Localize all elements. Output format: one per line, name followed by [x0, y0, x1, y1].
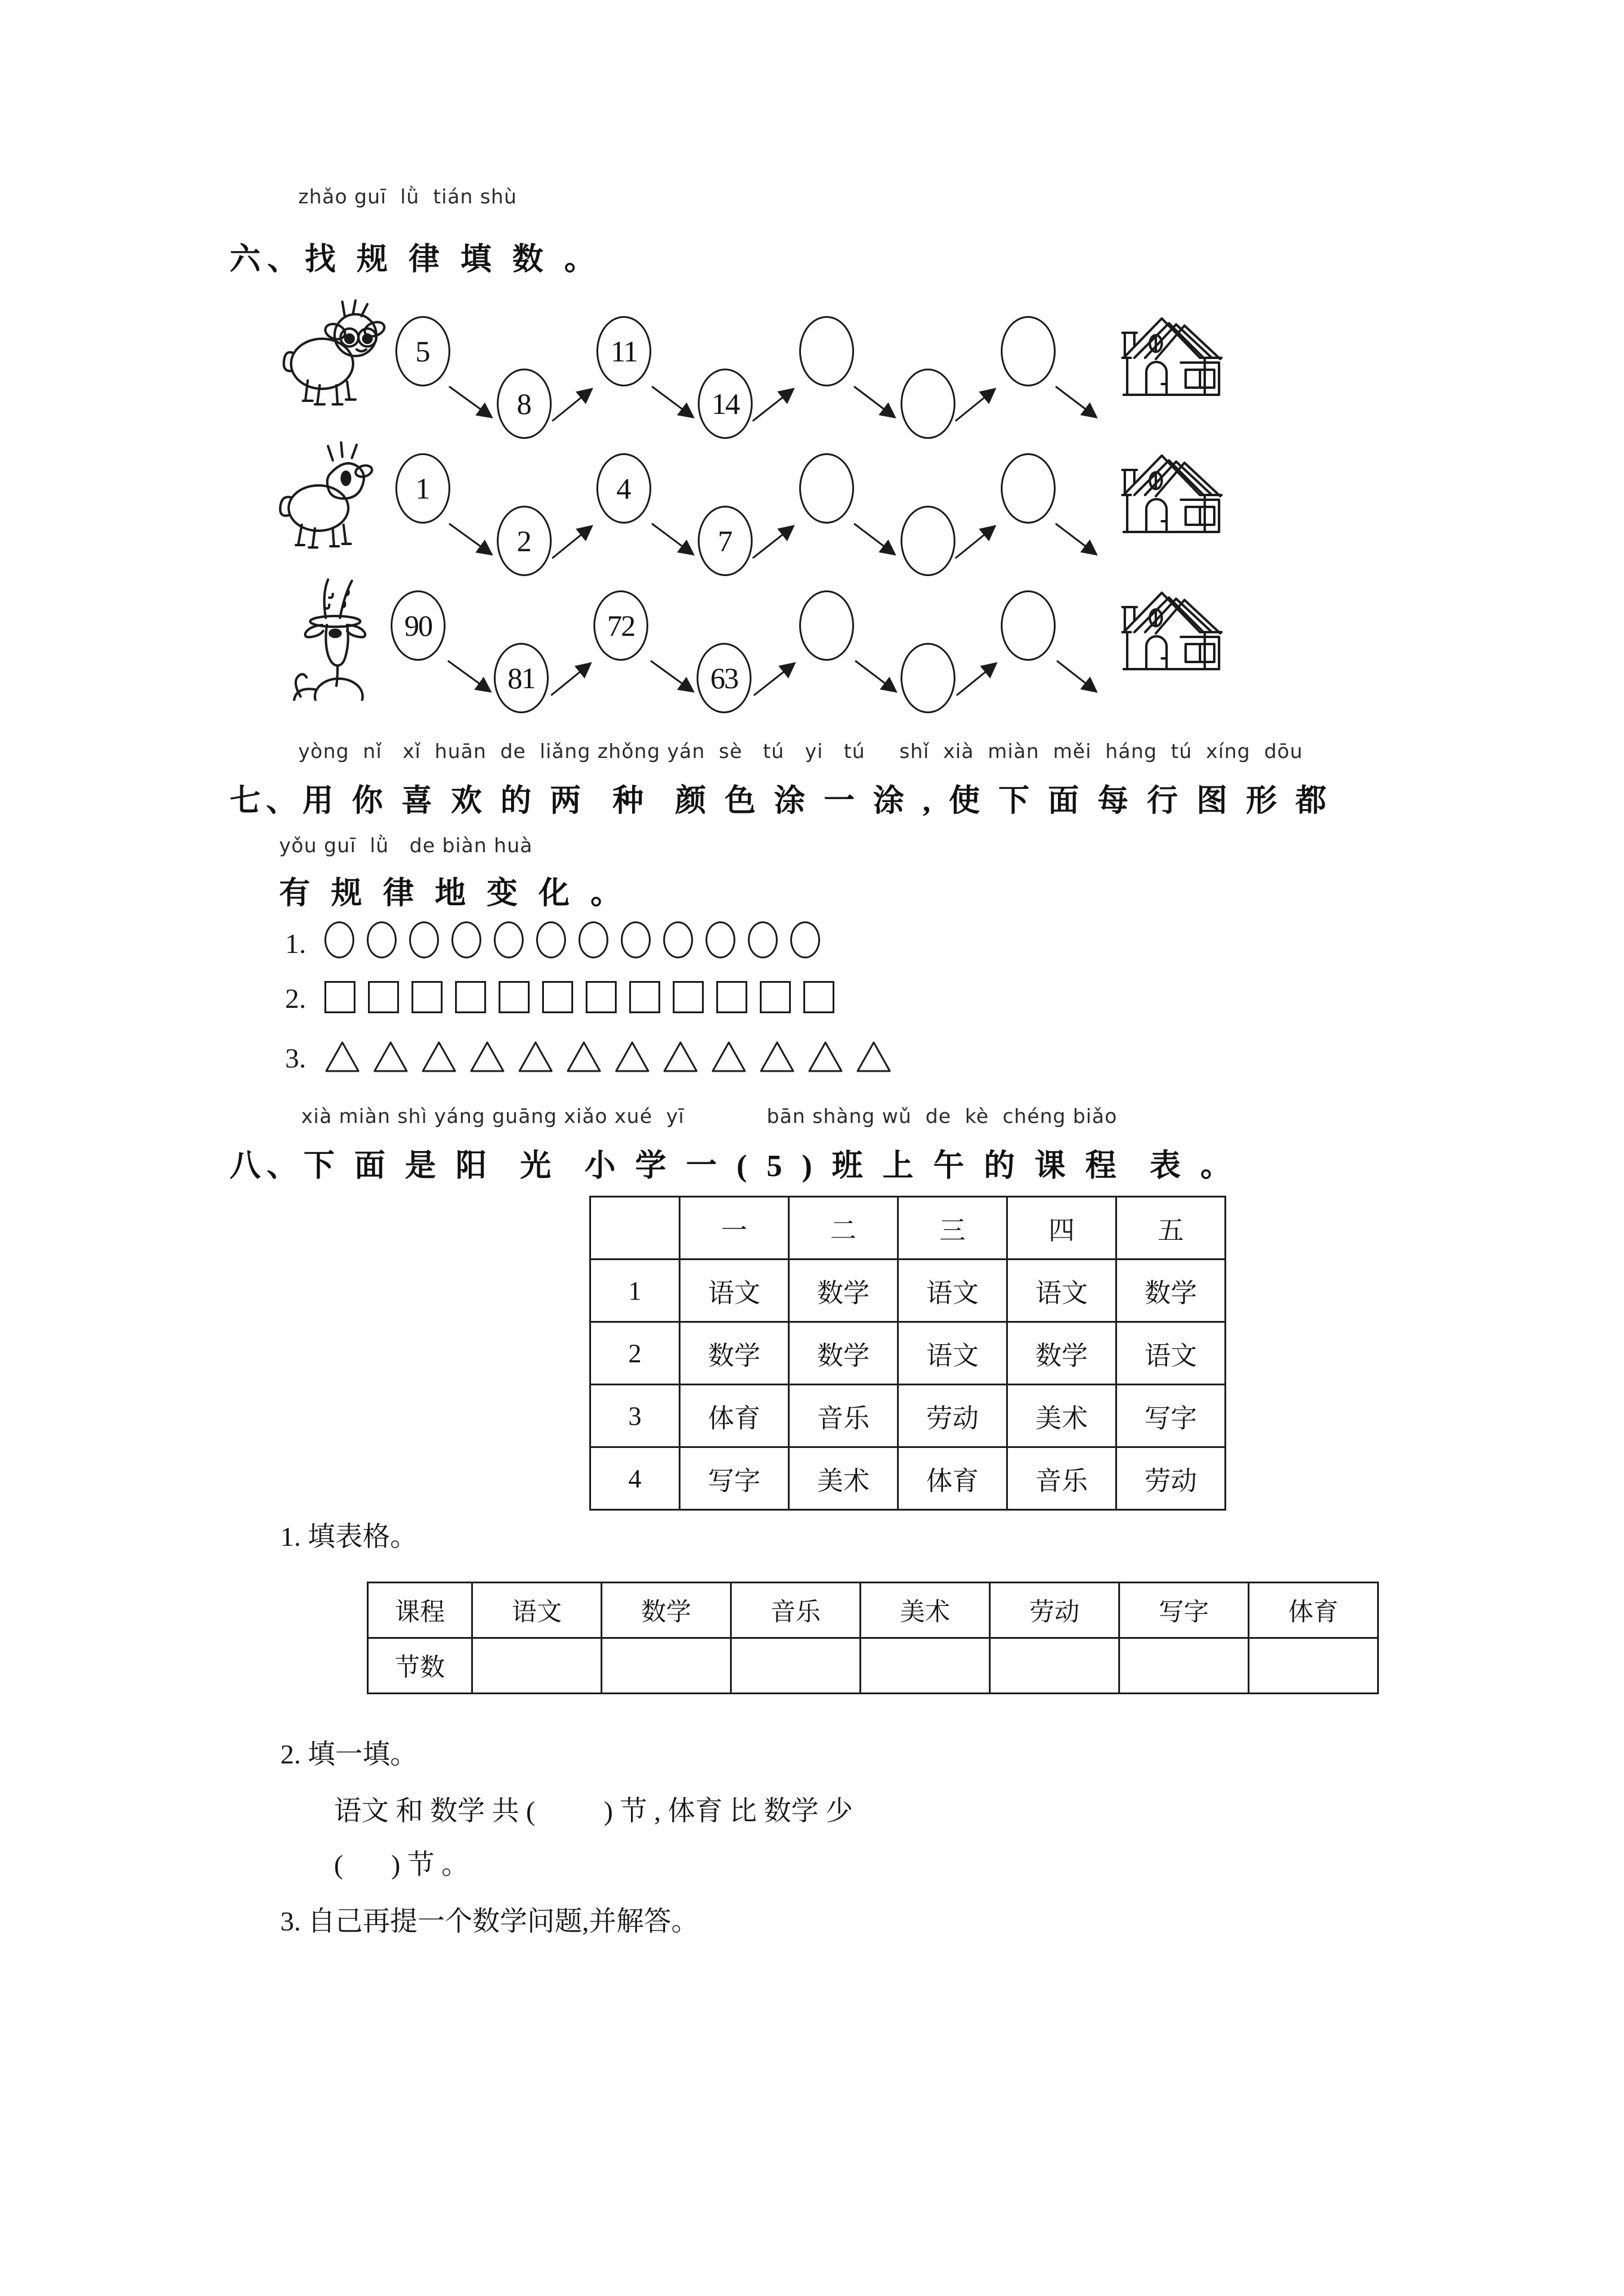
tally-input-cell[interactable] [1119, 1638, 1249, 1694]
tally-subject: 音乐 [731, 1583, 861, 1638]
schedule-cell: 写字 [680, 1447, 789, 1510]
section8-heading: 八、下 面 是 阳 光 小 学 一 ( 5 ) 班 上 午 的 课 程 表 。 [230, 1149, 1238, 1183]
triangle-shape[interactable] [759, 1041, 795, 1073]
square-shape[interactable] [586, 981, 617, 1013]
triangle-shape[interactable] [856, 1041, 892, 1073]
schedule-cell: 音乐 [1007, 1447, 1116, 1510]
schedule-row-index: 4 [590, 1447, 680, 1510]
circle-shape[interactable] [748, 921, 778, 958]
square-shape[interactable] [324, 981, 355, 1013]
schedule-corner-cell [590, 1197, 680, 1260]
schedule-row-index: 3 [590, 1385, 680, 1447]
schedule-cell: 写字 [1116, 1385, 1226, 1447]
circle-shape[interactable] [663, 921, 693, 958]
square-shape[interactable] [368, 981, 399, 1013]
square-shape[interactable] [716, 981, 747, 1013]
chain-arrows [382, 310, 1115, 447]
number-chain-row-1 [0, 298, 1624, 447]
table-row [590, 1385, 1226, 1447]
square-shape[interactable] [542, 981, 573, 1013]
shape-row-number: 2. [285, 983, 307, 1014]
circle-shape[interactable] [536, 921, 566, 958]
triangle-shape[interactable] [566, 1041, 602, 1073]
house-icon [1110, 577, 1230, 688]
chain-node[interactable]: 1 [395, 453, 450, 524]
triangle-shape[interactable] [808, 1041, 843, 1073]
triangle-shape[interactable] [324, 1041, 360, 1073]
schedule-cell: 语文 [898, 1322, 1007, 1385]
schedule-cell: 数学 [680, 1322, 789, 1385]
section7-pinyin-line2: yǒu guī lǜ de biàn huà [279, 834, 533, 857]
chain-node[interactable]: 5 [395, 316, 450, 386]
lamb-icon [276, 439, 389, 552]
number-chain-row-2 [0, 435, 1624, 584]
table-row [368, 1638, 1378, 1694]
square-shape[interactable] [629, 981, 660, 1013]
tally-value-label: 节数 [368, 1638, 472, 1694]
section8-pinyin: xià miàn shì yáng guāng xiǎo xué yī bān shàng wǔ de kè chéng biǎo [301, 1104, 1118, 1128]
chain-node[interactable]: 63 [697, 643, 751, 713]
house-icon [1110, 440, 1230, 550]
schedule-cell: 语文 [1007, 1260, 1116, 1322]
goat-icon [273, 573, 392, 701]
section6-pinyin: zhǎo guī lǜ tián shù [298, 185, 517, 208]
circle-shape[interactable] [409, 921, 439, 958]
schedule-cell: 数学 [1116, 1260, 1226, 1322]
schedule-cell: 数学 [789, 1322, 898, 1385]
schedule-table [589, 1196, 1226, 1511]
question-1-label: 1. 填表格。 [280, 1521, 417, 1552]
tally-input-cell[interactable] [602, 1638, 731, 1694]
schedule-cell: 劳动 [1116, 1447, 1226, 1510]
schedule-row-index: 1 [590, 1260, 680, 1322]
circle-shape[interactable] [367, 921, 397, 958]
chain-node[interactable]: 14 [698, 369, 753, 439]
chain-node[interactable]: 11 [596, 316, 651, 386]
chain-node[interactable]: 8 [497, 369, 552, 439]
question-2-line2[interactable]: ( ) 节 。 [334, 1849, 469, 1880]
tally-subject: 劳动 [990, 1583, 1119, 1638]
triangle-shape[interactable] [373, 1041, 409, 1073]
triangle-shape[interactable] [663, 1041, 698, 1073]
schedule-cell: 音乐 [789, 1385, 898, 1447]
triangle-shape[interactable] [614, 1041, 650, 1073]
lamb-icon [280, 298, 388, 411]
circle-shape[interactable] [451, 921, 481, 958]
tally-input-cell[interactable] [861, 1638, 990, 1694]
schedule-col-header: 四 [1007, 1197, 1116, 1260]
square-shape[interactable] [760, 981, 791, 1013]
chain-node[interactable]: 72 [593, 590, 648, 661]
shape-row-number: 1. [285, 929, 307, 960]
question-2-label: 2. 填一填。 [280, 1739, 417, 1769]
schedule-col-header: 五 [1116, 1197, 1226, 1260]
section7-heading-line1: 七、用 你 喜 欢 的 两 种 颜 色 涂 一 涂 , 使 下 面 每 行 图 形 都 [230, 784, 1332, 818]
table-row [590, 1260, 1226, 1322]
triangle-shape[interactable] [421, 1041, 457, 1073]
schedule-cell: 数学 [1007, 1322, 1116, 1385]
table-row [590, 1197, 1226, 1260]
chain-node[interactable]: 90 [391, 590, 446, 661]
chain-node[interactable]: 4 [596, 453, 651, 524]
schedule-cell: 劳动 [898, 1385, 1007, 1447]
circle-shape[interactable] [324, 921, 354, 958]
question-2-line1[interactable]: 语文 和 数学 共 ( ) 节 , 体育 比 数学 少 [334, 1796, 853, 1826]
chain-arrows [379, 584, 1119, 722]
table-row [590, 1447, 1226, 1510]
section7-pinyin-line1: yòng nǐ xǐ huān de liǎng zhǒng yán sè tú yi tú shǐ xià miàn měi háng tú xíng dōu [298, 739, 1303, 763]
chain-arrows [382, 447, 1115, 584]
number-chain-row-3 [0, 573, 1624, 722]
schedule-cell: 语文 [898, 1260, 1007, 1322]
square-shape[interactable] [412, 981, 443, 1013]
square-shape[interactable] [455, 981, 486, 1013]
house-icon [1110, 303, 1230, 413]
schedule-cell: 美术 [789, 1447, 898, 1510]
section6-heading: 六、找 规 律 填 数 。 [230, 243, 602, 277]
table-row [590, 1322, 1226, 1385]
schedule-cell: 体育 [898, 1447, 1007, 1510]
chain-node[interactable]: 7 [698, 506, 753, 576]
tally-subject: 写字 [1119, 1583, 1249, 1638]
triangle-shape[interactable] [711, 1041, 747, 1073]
schedule-cell: 体育 [680, 1385, 789, 1447]
chain-node[interactable]: 2 [497, 506, 552, 576]
schedule-cell: 语文 [1116, 1322, 1226, 1385]
tally-input-cell[interactable] [731, 1638, 861, 1694]
schedule-col-header: 三 [898, 1197, 1007, 1260]
schedule-row-index: 2 [590, 1322, 680, 1385]
tally-subject: 语文 [472, 1583, 602, 1638]
tally-subject: 数学 [602, 1583, 731, 1638]
circle-shape[interactable] [706, 921, 735, 958]
tally-input-cell[interactable] [1249, 1638, 1378, 1694]
shape-row-triangles [285, 1041, 892, 1073]
triangle-shape[interactable] [518, 1041, 553, 1073]
circle-shape[interactable] [579, 921, 608, 958]
shape-row-circles [285, 921, 820, 958]
circle-shape[interactable] [621, 921, 651, 958]
shape-row-number: 3. [285, 1043, 307, 1074]
square-shape[interactable] [803, 981, 834, 1013]
circle-shape[interactable] [494, 921, 524, 958]
schedule-col-header: 二 [789, 1197, 898, 1260]
tally-subject: 美术 [861, 1583, 990, 1638]
chain-node[interactable]: 81 [494, 643, 549, 713]
triangle-shape[interactable] [469, 1041, 505, 1073]
tally-subject: 体育 [1249, 1583, 1378, 1638]
tally-input-cell[interactable] [472, 1638, 602, 1694]
schedule-cell: 语文 [680, 1260, 789, 1322]
shape-row-squares [285, 981, 834, 1013]
tally-header-label: 课程 [368, 1583, 472, 1638]
tally-input-cell[interactable] [990, 1638, 1119, 1694]
square-shape[interactable] [673, 981, 704, 1013]
tally-table [367, 1582, 1379, 1694]
question-3-label: 3. 自己再提一个数学问题,并解答。 [280, 1906, 699, 1936]
schedule-cell: 数学 [789, 1260, 898, 1322]
square-shape[interactable] [499, 981, 530, 1013]
schedule-col-header: 一 [680, 1197, 789, 1260]
schedule-cell: 美术 [1007, 1385, 1116, 1447]
section7-heading-line2: 有 规 律 地 变 化 。 [279, 877, 629, 911]
circle-shape[interactable] [790, 921, 820, 958]
table-row [368, 1583, 1378, 1638]
